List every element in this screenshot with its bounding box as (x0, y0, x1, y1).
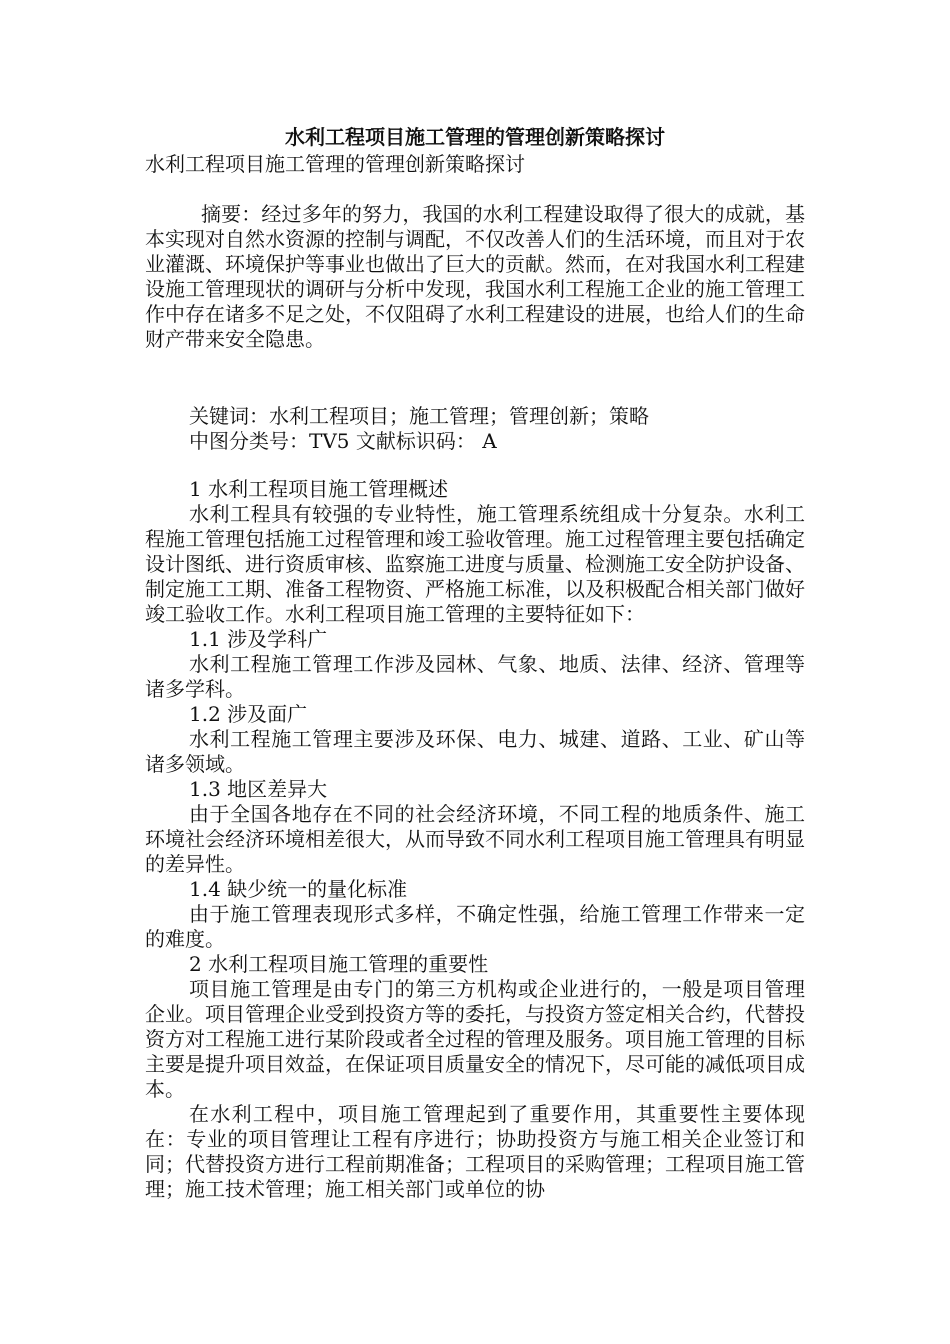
spacer (145, 454, 805, 477)
classification-line: 中图分类号：TV5 文献标识码： A (189, 429, 497, 453)
section-paragraph: 水利工程施工管理主要涉及环保、电力、城建、道路、工业、矿山等诸多领域。 (145, 727, 805, 776)
section-paragraph: 项目施工管理是由专门的第三方机构或企业进行的，一般是项目管理企业。项目管理企业受到投资方等的委托，与投资方签定相关合约，代替投资方对工程施工进行某阶段或者全过程的管理及服务。项目施工管理的目标主要是提升项目效益，在保证项目质量安全的情况下，尽可能的减低项目成本。 (145, 977, 805, 1101)
section-paragraph: 由于施工管理表现形式多样，不确定性强，给施工管理工作带来一定的难度。 (145, 902, 805, 951)
section-heading: 1.3 地区差异大 (189, 777, 328, 801)
section-heading: 1.1 涉及学科广 (189, 627, 328, 651)
document-page (145, 122, 805, 1202)
spacer (145, 352, 805, 404)
section-heading: 1.4 缺少统一的量化标准 (189, 877, 408, 901)
document-subtitle: 水利工程项目施工管理的管理创新策略探讨 (145, 152, 525, 176)
section-paragraph: 由于全国各地存在不同的社会经济环境，不同工程的地质条件、施工环境社会经济环境相差很大，从而导致不同水利工程项目施工管理具有明显的差异性。 (145, 802, 805, 876)
document-title: 水利工程项目施工管理的管理创新策略探讨 (285, 125, 665, 149)
section-paragraph: 水利工程施工管理工作涉及园林、气象、地质、法律、经济、管理等诸多学科。 (145, 652, 805, 701)
section-heading: 1 水利工程项目施工管理概述 (189, 477, 449, 501)
section-heading: 1.2 涉及面广 (189, 702, 308, 726)
abstract-paragraph: 摘要：经过多年的努力，我国的水利工程建设取得了很大的成就，基本实现对自然水资源的控制与调配，不仅改善人们的生活环境，而且对于农业灌溉、环境保护等事业也做出了巨大的贡献。然而，在对我国水利工程建设施工管理现状的调研与分析中发现，我国水利工程施工企业的施工管理工作中存在诸多不足之处，不仅阻碍了水利工程建设的进展，也给人们的生命财产带来安全隐患。 (145, 202, 805, 351)
section-paragraph: 水利工程具有较强的专业特性，施工管理系统组成十分复杂。水利工程施工管理包括施工过程管理和竣工验收管理。施工过程管理主要包括确定设计图纸、进行资质审核、监察施工进度与质量、检测施工安全防护设备、制定施工工期、准备工程物资、严格施工标准，以及积极配合相关部门做好竣工验收工作。水利工程项目施工管理的主要特征如下： (145, 502, 805, 626)
spacer (145, 177, 805, 202)
section-paragraph: 在水利工程中，项目施工管理起到了重要作用，其重要性主要体现在：专业的项目管理让工程有序进行；协助投资方与施工相关企业签订和同；代替投资方进行工程前期准备；工程项目的采购管理；工程项目施工管理；施工技术管理；施工相关部门或单位的协 (145, 1102, 805, 1201)
section-heading: 2 水利工程项目施工管理的重要性 (189, 952, 489, 976)
keywords-line: 关键词：水利工程项目；施工管理；管理创新；策略 (189, 404, 649, 428)
